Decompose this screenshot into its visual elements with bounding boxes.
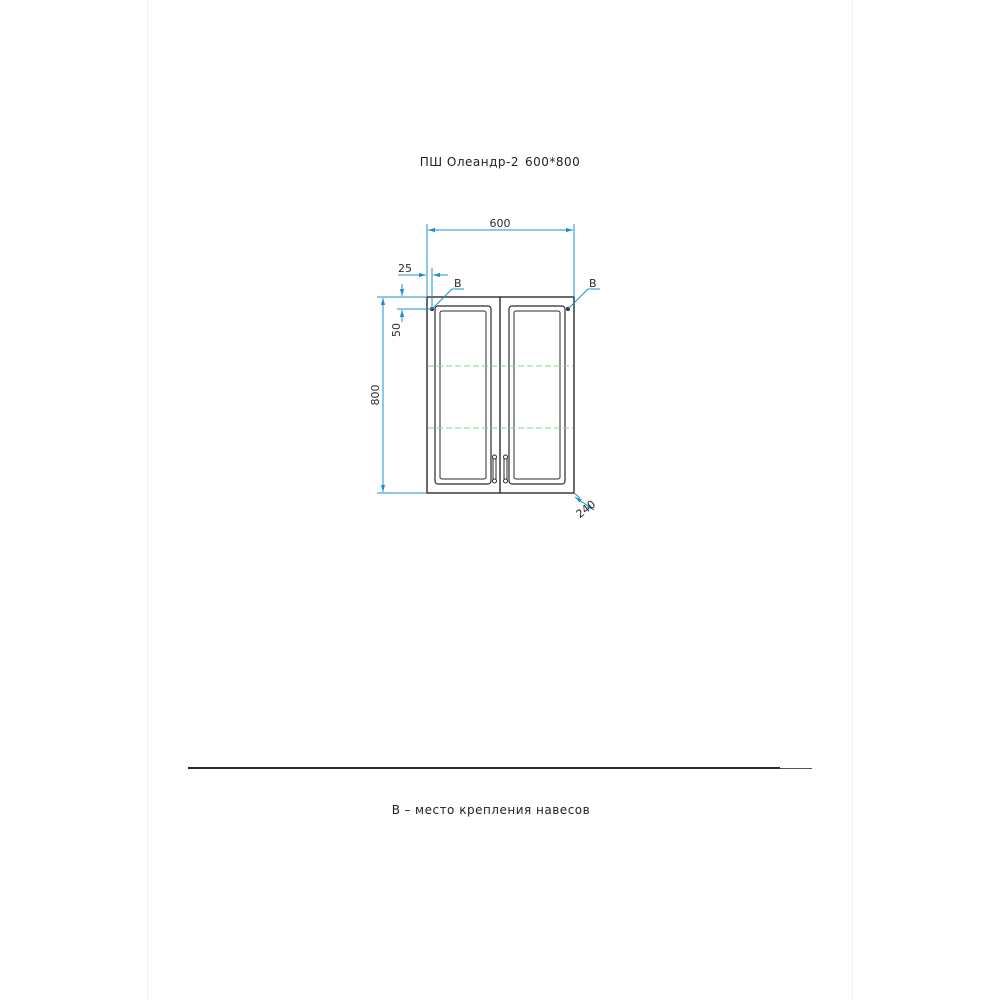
right-door — [509, 306, 565, 484]
marker-right: В — [589, 277, 597, 290]
title-size: 600*800 — [524, 155, 581, 169]
hanger-offset-y-label: 50 — [390, 323, 403, 337]
height-label: 800 — [369, 384, 382, 406]
legend-note — [0, 803, 982, 817]
hanger-offset-x-label: 25 — [398, 262, 412, 275]
legend-text: место крепления навесов — [415, 803, 591, 817]
right-handle — [504, 455, 508, 483]
legend-dash: – — [404, 803, 412, 817]
footer-rule — [188, 767, 780, 769]
title-model: ПШ Олеандр-2 — [419, 155, 519, 169]
footer-rule-tail — [780, 768, 812, 769]
left-door — [435, 306, 491, 484]
width-dimension — [427, 224, 574, 297]
width-label: 600 — [489, 217, 511, 230]
legend-symbol: В — [391, 803, 401, 817]
marker-left: В — [454, 277, 462, 290]
depth-label: 240 — [573, 497, 599, 521]
left-handle — [493, 455, 497, 483]
marker-leader-right — [568, 289, 588, 309]
